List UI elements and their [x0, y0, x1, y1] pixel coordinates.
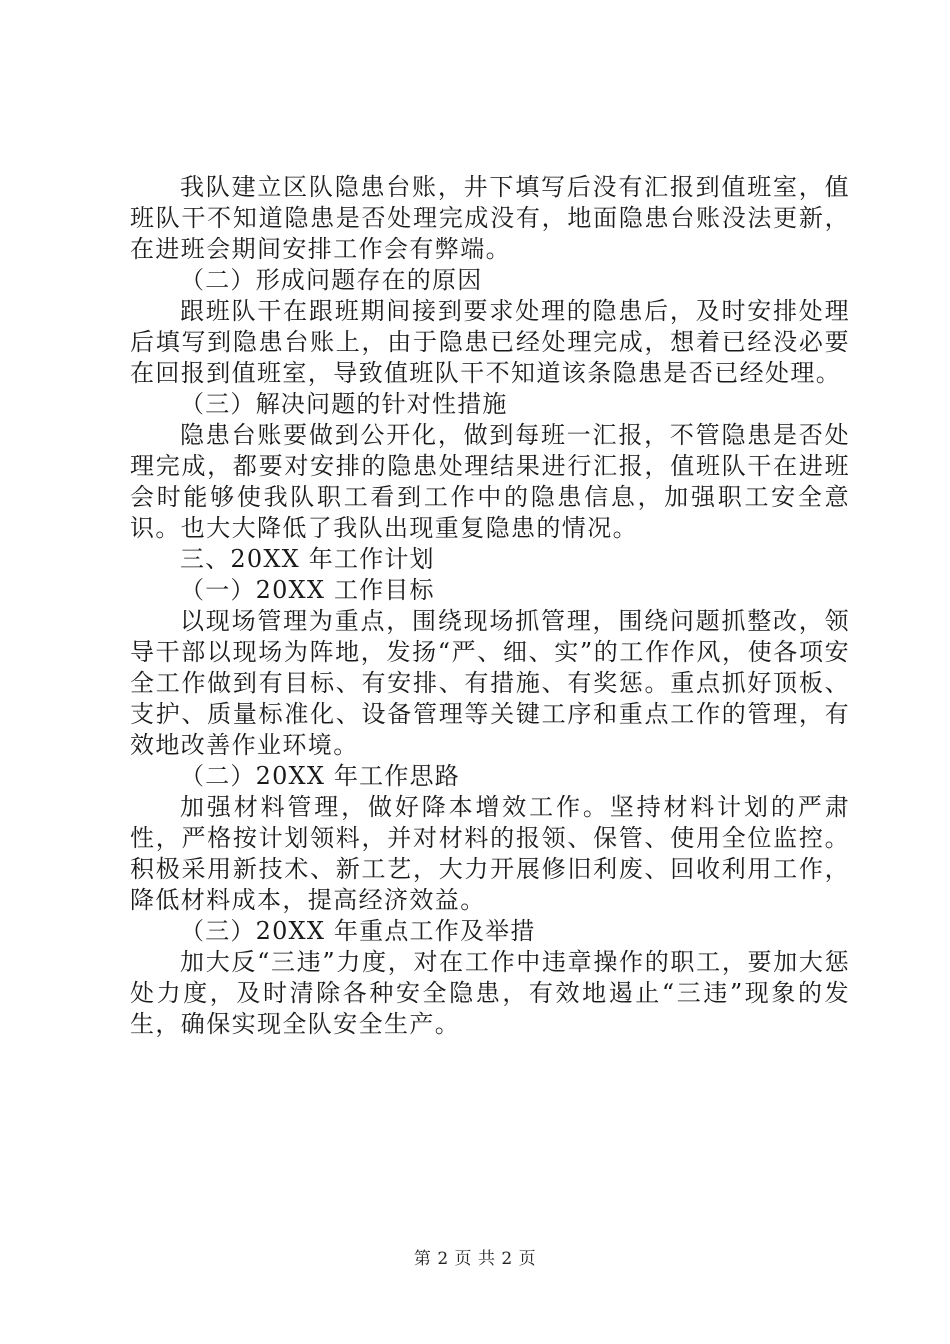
- heading-key-work: （三）20XX 年重点工作及举措: [180, 917, 536, 945]
- page-number-footer: 第 2 页 共 2 页: [413, 1249, 537, 1269]
- heading-cause: （二）形成问题存在的原因: [180, 266, 483, 294]
- paragraph-key-work: 加大反“三违”力度，对在工作中违章操作的职工，要加大惩处力度，及时清除各种安全隐患，有效地遏止“三违”现象的发生，确保实现全队安全生产。: [130, 948, 850, 1038]
- heading-measures: （三）解决问题的针对性措施: [180, 390, 508, 418]
- paragraph-measures: 隐患台账要做到公开化，做到每班一汇报，不管隐患是否处理完成，都要对安排的隐患处理结果进行汇报，值班队干在进班会时能够使我队职工看到工作中的隐患信息，加强职工安全意识。也大大降低了我队出现重复隐患的情况。: [130, 421, 850, 542]
- paragraph-work-goal: 以现场管理为重点，围绕现场抓管理，围绕问题抓整改，领导干部以现场为阵地，发扬“严、细、实”的工作作风，使各项安全工作做到有目标、有安排、有措施、有奖惩。重点抓好顶板、支护、质量标准化、设备管理等关键工序和重点工作的管理，有效地改善作业环境。: [130, 607, 850, 759]
- heading-work-approach: （二）20XX 年工作思路: [180, 762, 460, 790]
- heading-work-goal: （一）20XX 工作目标: [180, 576, 435, 604]
- document-body: [130, 172, 850, 1040]
- paragraph-cause: 跟班队干在跟班期间接到要求处理的隐患后，及时安排处理后填写到隐患台账上，由于隐患已经处理完成，想着已经没必要在回报到值班室，导致值班队干不知道该条隐患是否已经处理。: [130, 297, 850, 387]
- paragraph-work-approach: 加强材料管理，做好降本增效工作。坚持材料计划的严肃性，严格按计划领料，并对材料的报领、保管、使用全位监控。积极采用新技术、新工艺，大力开展修旧利废、回收利用工作，降低材料成本，提高经济效益。: [130, 793, 850, 914]
- heading-work-plan: 三、20XX 年工作计划: [180, 545, 435, 573]
- paragraph-hazard-ledger: 我队建立区队隐患台账，井下填写后没有汇报到值班室，值班队干不知道隐患是否处理完成没有，地面隐患台账没法更新，在进班会期间安排工作会有弊端。: [130, 173, 850, 263]
